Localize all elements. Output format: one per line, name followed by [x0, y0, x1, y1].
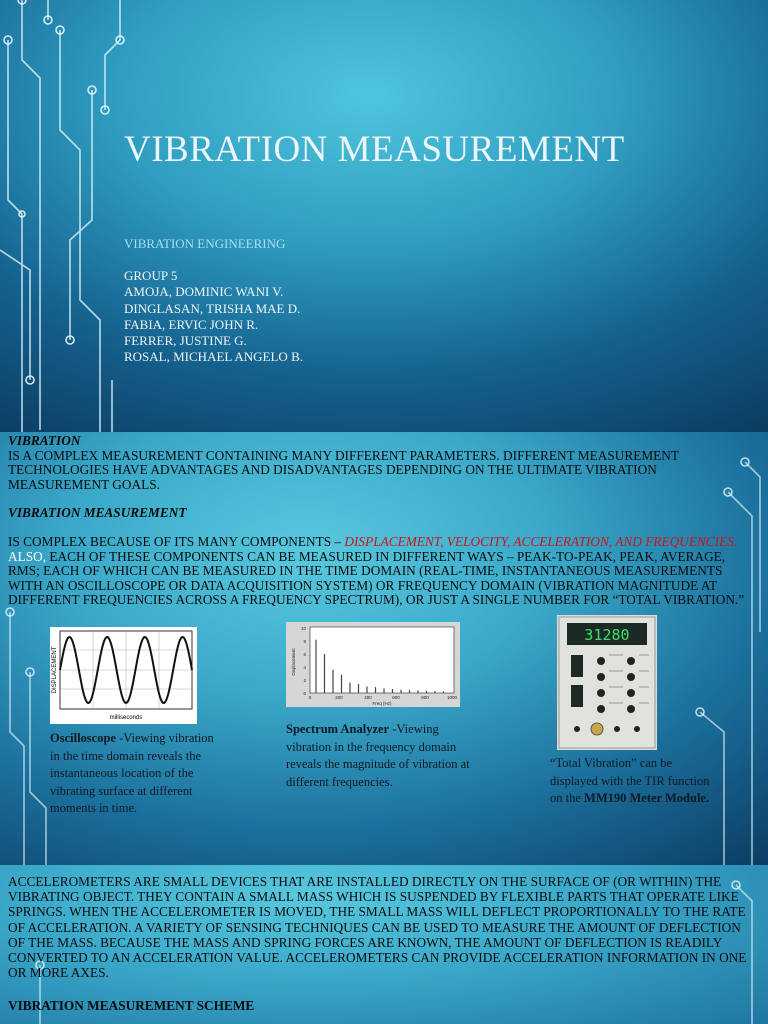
group-line: DINGLASAN, TRISHA MAE D. — [124, 300, 301, 316]
spec-xtick: 400 — [364, 695, 372, 700]
oscilloscope-caption-text: -Viewing vibration in the time domain reveals the instantaneous location of the vibrating surface at different moments in time. — [50, 731, 214, 815]
title-slide — [0, 0, 768, 432]
components-text-start: IS COMPLEX BECAUSE OF ITS MANY COMPONENTS – — [8, 533, 345, 549]
meter-caption-module: MM190 Meter Module. — [584, 791, 710, 805]
spec-xtick: 600 — [392, 695, 400, 700]
spec-xlabel: Freq (Hz) — [372, 701, 392, 706]
oscilloscope-image — [50, 627, 197, 724]
slide-subtitle: VIBRATION ENGINEERING — [124, 236, 286, 251]
vibration-slide — [0, 432, 768, 865]
accelerometer-paragraph: ACCELEROMETERS ARE SMALL DEVICES THAT ARE INSTALLED DIRECTLY ON THE SURFACE OF (OR WITHIN) THE VIBRATING OBJECT. THEY CONTAIN A SMALL MASS WHICH IS SUSPENDED BY FLEXIBLE PARTS THAT OPERATE LIKE SPRINGS. WHEN THE ACCELEROMETER IS MOVED, THE SMALL MASS WILL DEFLECT PROPORTIONALLY TO THE RATE OF ACCELERATION. A VARIETY OF SENSING TECHNIQUES CAN BE USED TO MEASURE THE AMOUNT OF DEFLECTION OF THE MASS. BECAUSE THE MASS AND SPRING FORCES ARE KNOWN, THE AMOUNT OF DEFLECTION IS READILY CONVERTED TO AN ACCELERATION VALUE. ACCELEROMETERS CAN PROVIDE ACCELERATION INFORMATION IN ONE OR MORE AXES. — [8, 874, 747, 981]
spec-ytick: 6 — [303, 652, 306, 657]
spec-xtick: 800 — [421, 695, 429, 700]
spec-ytick: 2 — [303, 678, 306, 683]
spectrum-caption-text: -Viewing vibration in the frequency domain reveals the magnitude of vibration at different frequencies. — [286, 722, 470, 789]
group-line: GROUP 5 — [124, 268, 178, 283]
osc-xlabel: milliseconds — [109, 715, 143, 721]
group-line: ROSAL, MICHAEL ANGELO B. — [124, 349, 303, 365]
spec-ytick: 0 — [303, 691, 306, 696]
vibration-text-block — [8, 434, 760, 608]
slide-title: VIBRATION MEASUREMENT — [124, 129, 625, 170]
vibration-paragraph: IS A COMPLEX MEASUREMENT CONTAINING MANY DIFFERENT PARAMETERS. DIFFERENT MEASUREMENT TECHNOLOGIES HAVE ADVANTAGES AND DISADVANTAGES DEPENDING ON THE ULTIMATE VIBRATION MEASUREMENT GOALS. — [8, 447, 679, 492]
spec-ytick: 10 — [300, 626, 306, 631]
group-line: FABIA, ERVIC JOHN R. — [124, 316, 259, 332]
spectrum-image — [286, 622, 460, 707]
scheme-heading: VIBRATION MEASUREMENT SCHEME — [8, 998, 255, 1013]
spectrum-caption-title: Spectrum Analyzer — [286, 722, 390, 736]
components-text-rest: EACH OF THESE COMPONENTS CAN BE MEASURED IN DIFFERENT WAYS – PEAK-TO-PEAK, PEAK, AVERAGE, RMS; EACH OF WHICH CAN BE MEASURED IN THE TIME DOMAIN (REAL-TIME, INSTANTANEOUS MEASUREMENTS WITH AN OSCILLOSCOPE OR DATA ACQUISITION SYSTEM) OR FREQUENCY DOMAIN (VIBRATION MAGNITUDE AT DIFFERENT FREQUENCIES ACROSS A FREQUENCY SPECTRUM), OR JUST A SINGLE NUMBER FOR “TOTAL VIBRATION.” — [8, 548, 745, 608]
spec-xtick: 0 — [308, 695, 312, 700]
spectrum-caption — [286, 721, 482, 791]
group-line: FERRER, JUSTINE G. — [124, 333, 247, 349]
vibration-measurement-heading: VIBRATION MEASUREMENT — [8, 505, 187, 521]
group-members-list — [124, 268, 303, 366]
meter-caption — [550, 755, 710, 808]
oscilloscope-caption — [50, 730, 222, 818]
accelerometer-slide — [0, 865, 768, 1024]
spec-ylabel: Displacement — [291, 648, 296, 676]
spec-ytick: 8 — [303, 639, 306, 644]
components-paragraph — [8, 535, 760, 608]
circuit-board-decoration — [0, 0, 768, 432]
also-word: ALSO, — [8, 548, 47, 564]
spec-xtick: 200 — [335, 695, 343, 700]
oscilloscope-caption-title: Oscilloscope — [50, 731, 116, 745]
group-line: AMOJA, DOMINIC WANI V. — [124, 284, 284, 300]
meter-caption-text: “Total Vibration” can be displayed with the TIR function on the — [550, 756, 710, 805]
osc-ylabel: DISPLACEMENT — [52, 646, 58, 694]
components-list: DISPLACEMENT, VELOCITY, ACCELERATION, AND FREQUENCIES. — [344, 533, 738, 549]
vibration-heading: VIBRATION — [8, 433, 81, 448]
spec-ytick: 4 — [303, 665, 306, 670]
spec-xtick: 1000 — [446, 695, 458, 700]
meter-display: 31280 — [584, 626, 630, 644]
meter-module-image — [557, 615, 657, 750]
